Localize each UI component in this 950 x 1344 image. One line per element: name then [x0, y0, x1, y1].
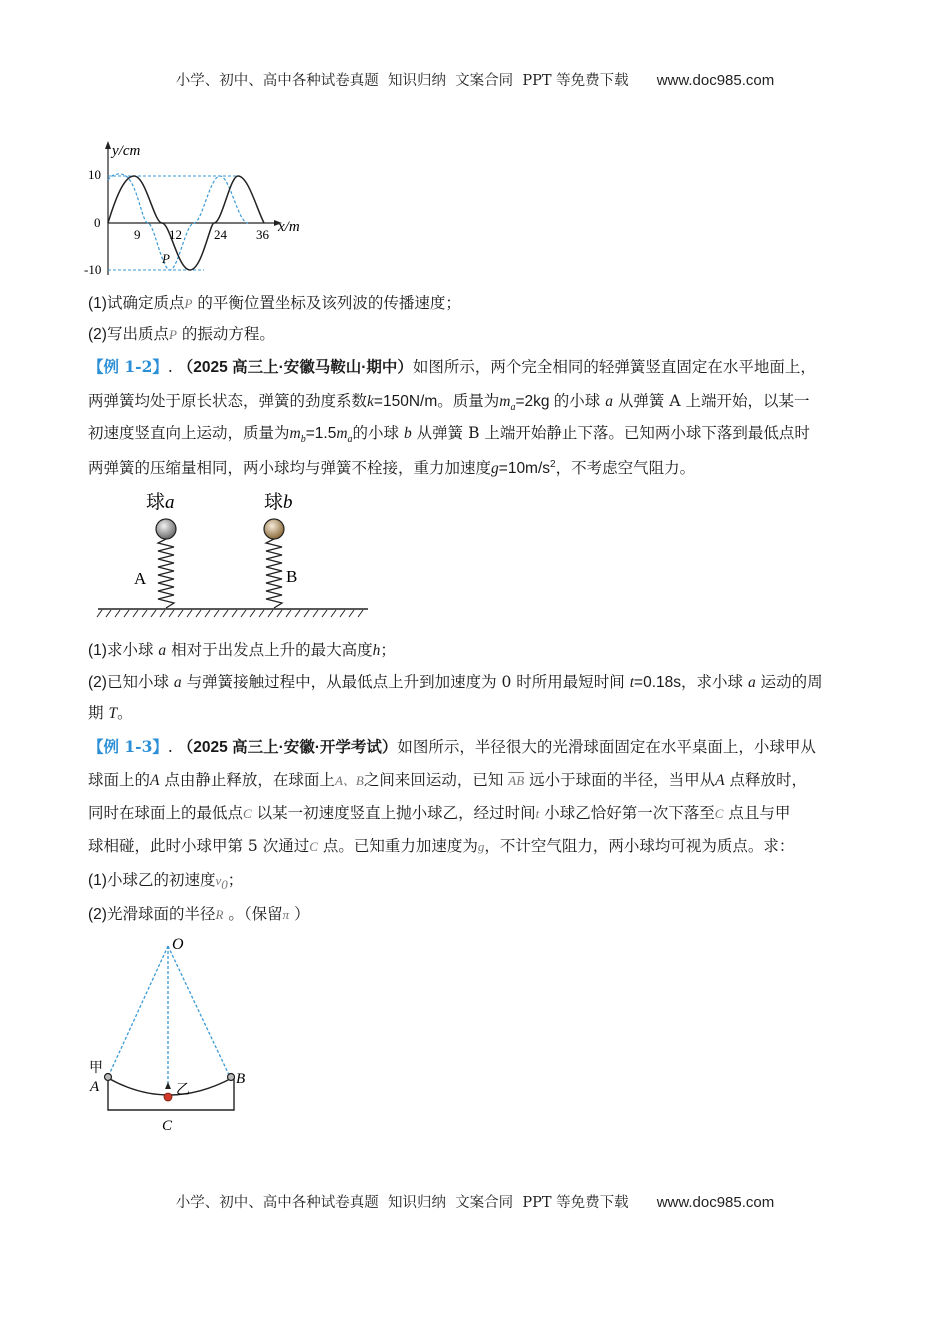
ex13-line1: 【例 1-3】. （2025 高三上·安徽·开学考试）如图所示，半径很大的光滑球面固定在水平桌面上，小球甲从: [88, 737, 816, 756]
ground-hatching: [97, 610, 363, 617]
ball-b-label: 球b: [264, 492, 293, 513]
point-p-label: P: [162, 251, 170, 266]
label-c: C: [162, 1118, 173, 1132]
y-axis-label: y/cm: [112, 143, 141, 159]
x-tick-9: 9: [134, 227, 141, 242]
ex13-line4: 球相碰，此时小球甲第 5 次通过C 点。已知重力加速度为g，不计空气阻力，两小球均可视为质点。求：: [88, 837, 795, 855]
ball-a-label: 球a: [146, 492, 175, 513]
label-jia: 甲: [89, 1061, 103, 1076]
ball-b-position: [228, 1074, 235, 1081]
spring-b-label: B: [286, 567, 298, 586]
ball-yi: [164, 1093, 172, 1101]
y-tick-0: 0: [94, 215, 101, 230]
x-tick-24: 24: [214, 227, 227, 242]
y-tick-neg10: -10: [84, 262, 102, 277]
x-axis-label: x/m: [278, 219, 300, 235]
page-footer: [0, 1191, 950, 1212]
spring-a-label: A: [134, 569, 147, 588]
y-tick-10: 10: [88, 167, 101, 182]
header-text: 小学、初中、高中各种试卷真题 知识归纳 文案合同 PPT 等免费下载: [175, 73, 629, 89]
ex13-tag: 【例 1-3】: [88, 737, 168, 756]
ex12-line3: 初速度竖直向上运动，质量为$m_b=1.5m_a$的小球 b 从弹簧 B 上端开始静止下落。已知两小球下落到最低点时: [88, 424, 810, 446]
label-a: A: [90, 1079, 100, 1095]
ex13-sub2: (2)光滑球面的半径R 。（保留π ）: [88, 905, 310, 923]
wave-graph-figure: [82, 135, 322, 280]
label-b: B: [236, 1071, 246, 1087]
header-url[interactable]: www.doc985.com: [656, 72, 775, 89]
ball-jia: [105, 1074, 112, 1081]
ex12-sub2-cont: 期 T。: [88, 704, 133, 722]
footer-url[interactable]: www.doc985.com: [656, 1194, 775, 1211]
ball-b: [264, 519, 284, 539]
ex12-sub1: (1)求小球 a 相对于出发点上升的最大高度h；: [88, 641, 396, 659]
x-tick-12: 12: [169, 227, 182, 242]
ex12-line1: 【例 1-2】. （2025 高三上·安徽马鞍山·期中）如图所示，两个完全相同的轻弹簧竖直固定在水平地面上，: [88, 357, 816, 376]
springs-figure: [92, 484, 382, 619]
x-tick-36: 36: [256, 227, 269, 242]
ex13-line3: 同时在球面上的最低点C 以某一初速度竖直上抛小球乙，经过时间t 小球乙恰好第一次下落至C 点且与甲: [88, 804, 791, 822]
label-yi: 乙: [176, 1083, 190, 1098]
ex12-line4: 两弹簧的压缩量相同，两小球均与弹簧不栓接，重力加速度$g=10m/s^2$，不考虑空气阻力。: [88, 459, 696, 478]
ex12-source: （2025 高三上·安徽马鞍山·期中）: [177, 359, 413, 376]
ex13-source: （2025 高三上·安徽·开学考试）: [177, 739, 398, 756]
footer-text: 小学、初中、高中各种试卷真题 知识归纳 文案合同 PPT 等免费下载: [175, 1195, 629, 1211]
q1-sub1: (1)试确定质点P 的平衡位置坐标及该列波的传播速度；: [88, 294, 461, 312]
ex12-line2: 两弹簧均处于原长状态，弹簧的劲度系数k=150N/m。质量为$m_a=2kg$ 的小球 a 从弹簧 A 上端开始，以某一: [88, 392, 810, 414]
ex13-line2: 球面上的A 点由静止释放，在球面上A、B之间来回运动，已知 $\overline{AB}$ 远小于球面的半径，当甲从A 点释放时，: [88, 771, 808, 789]
page-header: [0, 69, 950, 90]
spring-a: [158, 539, 174, 608]
label-o: O: [172, 936, 184, 953]
spring-b: [266, 539, 282, 608]
sphere-figure: [82, 932, 272, 1132]
ex12-sub2: (2)已知小球 a 与弹簧接触过程中，从最低点上升到加速度为 0 时所用最短时间 t=0.18s，求小球 a 运动的周: [88, 673, 823, 691]
q1-sub2: (2)写出质点P 的振动方程。: [88, 325, 275, 343]
ball-a: [156, 519, 176, 539]
ex12-tag: 【例 1-2】: [88, 357, 168, 376]
ex13-sub1: (1)小球乙的初速度$v_0$；: [88, 871, 244, 893]
